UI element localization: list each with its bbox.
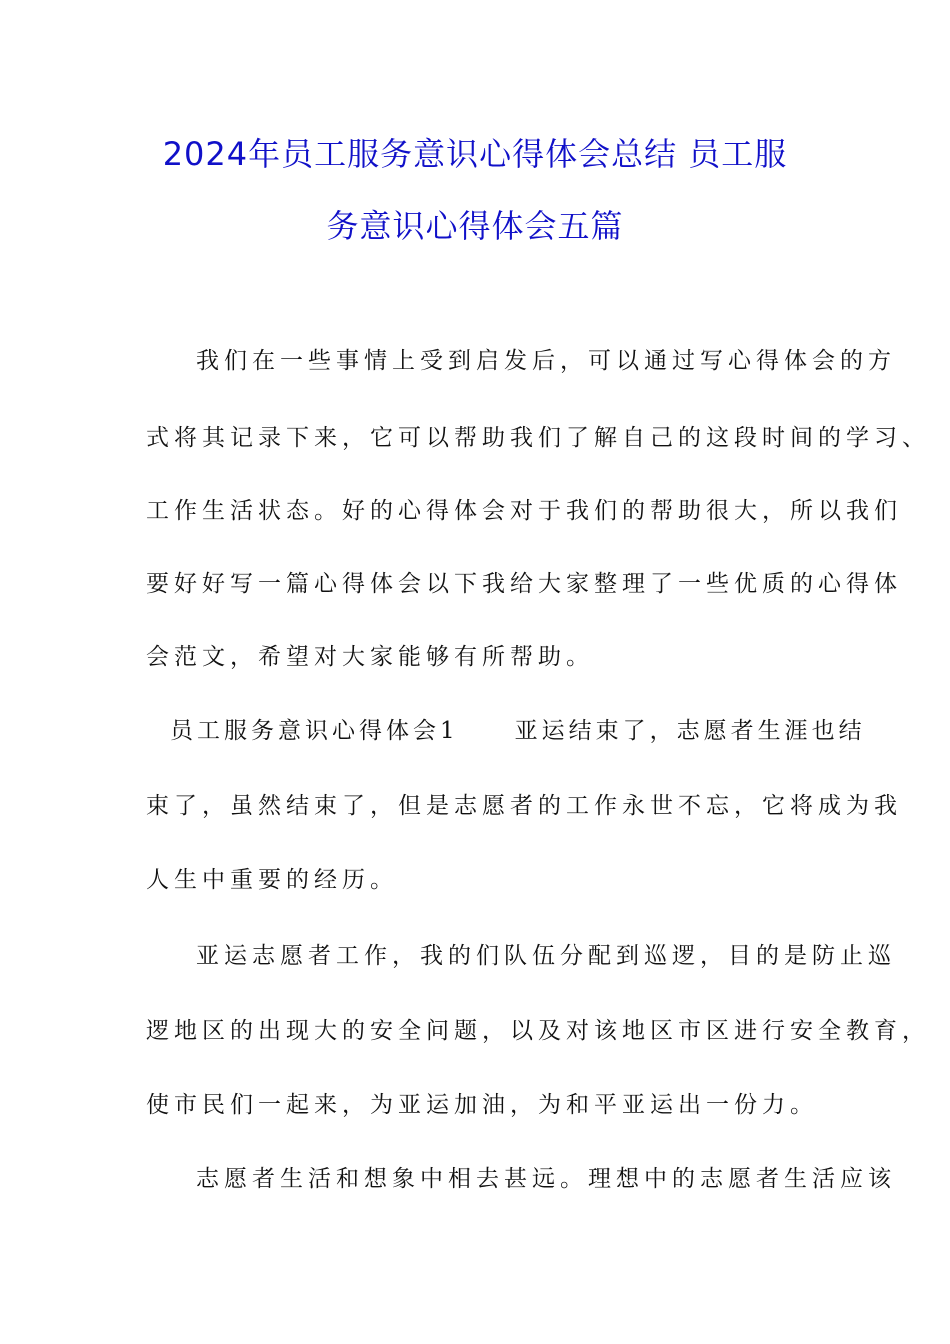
paragraph-3-line-1: 亚运志愿者工作，我的们队伍分配到巡逻，目的是防止巡 xyxy=(196,943,896,969)
paragraph-3-line-3: 使市民们一起来，为亚运加油，为和平亚运出一份力。 xyxy=(146,1092,818,1118)
document-title-line-1: 2024年员工服务意识心得体会总结 员工服 xyxy=(162,135,788,173)
paragraph-1-line-3: 工作生活状态。好的心得体会对于我们的帮助很大，所以我们 xyxy=(146,498,902,524)
paragraph-1-line-5: 会范文，希望对大家能够有所帮助。 xyxy=(146,644,594,670)
paragraph-2-line-1: 亚运结束了，志愿者生涯也结 xyxy=(514,718,866,744)
section-heading: 员工服务意识心得体会1 xyxy=(170,718,459,744)
paragraph-4-line-1: 志愿者生活和想象中相去甚远。理想中的志愿者生活应该 xyxy=(196,1166,896,1192)
paragraph-2-line-2: 束了，虽然结束了，但是志愿者的工作永世不忘，它将成为我 xyxy=(146,793,902,819)
section-heading-line xyxy=(170,716,866,746)
document-title-line-2: 务意识心得体会五篇 xyxy=(326,207,624,245)
paragraph-3-line-2: 逻地区的出现大的安全问题，以及对该地区市区进行安全教育， xyxy=(146,1018,930,1044)
paragraph-2-line-3: 人生中重要的经历。 xyxy=(146,867,398,893)
paragraph-1-line-2: 式将其记录下来，它可以帮助我们了解自己的这段时间的学习、 xyxy=(146,425,930,451)
paragraph-1-line-4: 要好好写一篇心得体会以下我给大家整理了一些优质的心得体 xyxy=(146,571,902,597)
paragraph-1-line-1: 我们在一些事情上受到启发后，可以通过写心得体会的方 xyxy=(196,348,896,374)
